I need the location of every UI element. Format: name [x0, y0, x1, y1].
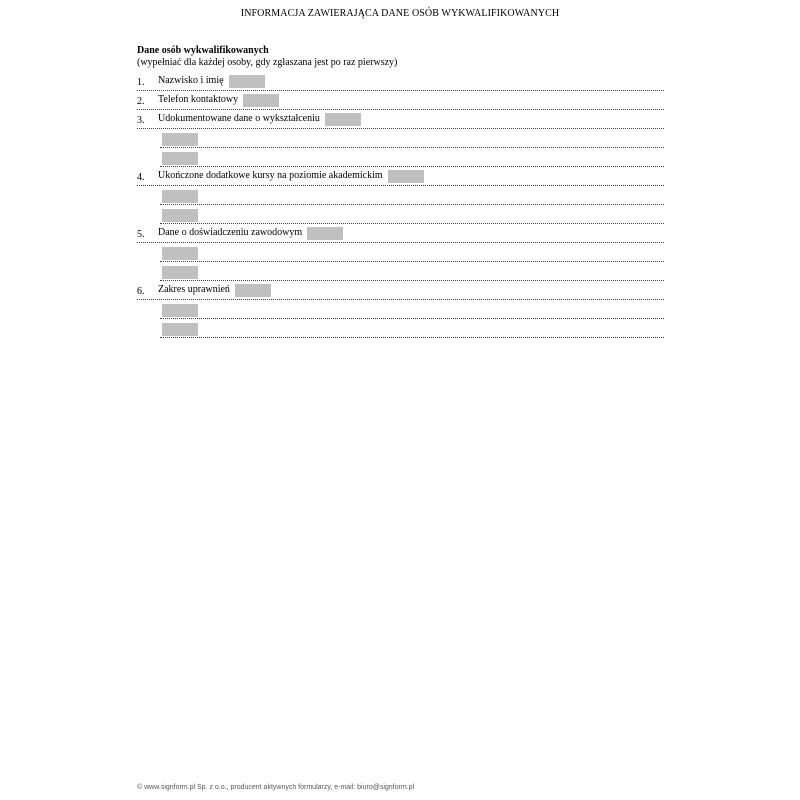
form-item-permissions	[137, 281, 664, 338]
continuation-line	[160, 129, 664, 148]
item-number: 6.	[137, 286, 145, 297]
item-number: 4.	[137, 172, 145, 183]
experience-field-line-2[interactable]	[162, 247, 198, 260]
continuation-line	[160, 319, 664, 338]
section-header	[137, 45, 397, 69]
courses-field[interactable]	[388, 170, 424, 183]
item-number: 2.	[137, 96, 145, 107]
continuation-line	[160, 262, 664, 281]
experience-field[interactable]	[307, 227, 343, 240]
item-label: Nazwisko i imię	[158, 75, 224, 86]
section-title: Dane osób wykwalifikowanych	[137, 45, 269, 56]
item-number: 3.	[137, 115, 145, 126]
education-field-line-3[interactable]	[162, 152, 198, 165]
education-field[interactable]	[325, 113, 361, 126]
experience-field-line-3[interactable]	[162, 266, 198, 279]
form-item-courses	[137, 167, 664, 224]
phone-field[interactable]	[243, 94, 279, 107]
item-label: Ukończone dodatkowe kursy na poziomie akademickim	[158, 170, 383, 181]
continuation-line	[160, 186, 664, 205]
continuation-line	[160, 205, 664, 224]
form-item-phone	[137, 91, 664, 110]
courses-field-line-3[interactable]	[162, 209, 198, 222]
item-label: Telefon kontaktowy	[158, 94, 239, 105]
page-title: INFORMACJA ZAWIERAJĄCA DANE OSÓB WYKWALIFIKOWANYCH	[240, 8, 560, 19]
name-field[interactable]	[229, 75, 265, 88]
continuation-line	[160, 148, 664, 167]
item-label: Udokumentowane dane o wykształceniu	[158, 113, 320, 124]
item-number: 5.	[137, 229, 145, 240]
continuation-line	[160, 300, 664, 319]
form-item-experience	[137, 224, 664, 281]
courses-field-line-2[interactable]	[162, 190, 198, 203]
form-item-education	[137, 110, 664, 167]
footer-copyright: © www.signform.pl Sp. z o.o., producent aktywnych formularzy, e-mail: biuro@signform.pl	[137, 784, 415, 791]
permissions-field-line-2[interactable]	[162, 304, 198, 317]
permissions-field[interactable]	[235, 284, 271, 297]
form-item-name	[137, 72, 664, 91]
section-note: (wypełniać dla każdej osoby, gdy zgłaszana jest po raz pierwszy)	[137, 57, 398, 68]
item-label: Zakres uprawnień	[158, 284, 230, 295]
continuation-line	[160, 243, 664, 262]
item-label: Dane o doświadczeniu zawodowym	[158, 227, 303, 238]
education-field-line-2[interactable]	[162, 133, 198, 146]
permissions-field-line-3[interactable]	[162, 323, 198, 336]
item-number: 1.	[137, 77, 145, 88]
